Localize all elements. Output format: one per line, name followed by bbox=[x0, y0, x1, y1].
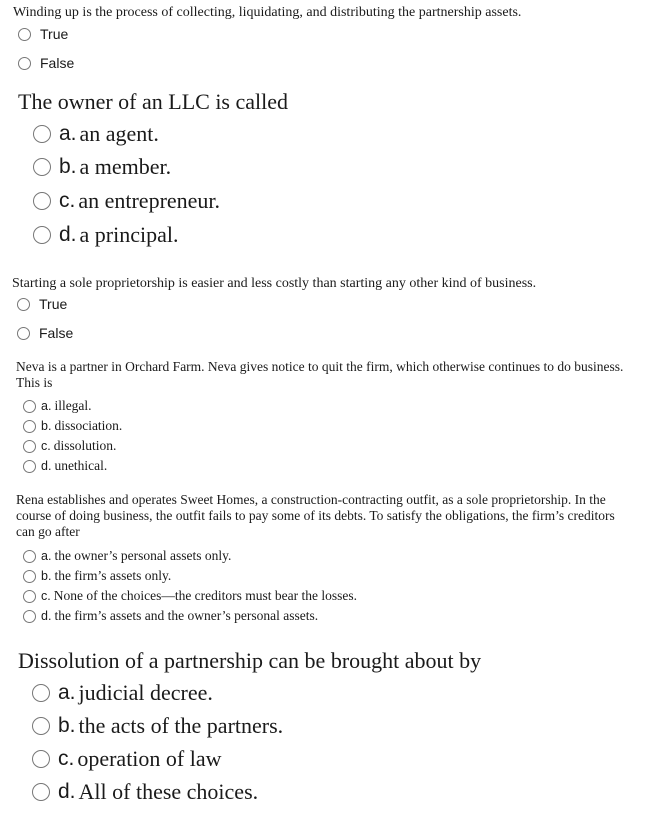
radio-button[interactable] bbox=[33, 226, 51, 244]
radio-button[interactable] bbox=[32, 750, 50, 768]
option-text: the owner’s personal assets only. bbox=[54, 548, 232, 563]
question-1-option-true[interactable] bbox=[18, 26, 68, 42]
question-6-option-d[interactable] bbox=[32, 779, 258, 805]
radio-button[interactable] bbox=[23, 460, 36, 473]
question-3-option-true[interactable] bbox=[17, 296, 67, 312]
question-5-option-a[interactable] bbox=[23, 548, 231, 564]
question-5-option-c[interactable] bbox=[23, 588, 357, 604]
option-letter: a. bbox=[59, 122, 77, 145]
radio-button[interactable] bbox=[18, 28, 31, 41]
radio-button[interactable] bbox=[23, 550, 36, 563]
question-1-option-false[interactable] bbox=[18, 55, 74, 71]
question-4-stem: Neva is a partner in Orchard Farm. Neva gives notice to quit the firm, which otherwise continues to do business. This is bbox=[16, 359, 624, 390]
option-text: dissociation. bbox=[54, 418, 123, 433]
option-letter: a. bbox=[41, 399, 52, 413]
option-letter: d. bbox=[58, 780, 76, 803]
option-label: False bbox=[40, 55, 75, 71]
radio-button[interactable] bbox=[32, 717, 50, 735]
option-letter: d. bbox=[59, 223, 77, 246]
radio-button[interactable] bbox=[23, 570, 36, 583]
radio-button[interactable] bbox=[33, 158, 51, 176]
radio-button[interactable] bbox=[33, 125, 51, 143]
question-6-option-a[interactable] bbox=[32, 680, 213, 706]
option-letter: c. bbox=[58, 747, 75, 770]
question-5-stem: Rena establishes and operates Sweet Homes, a construction-contracting outfit, as a sole proprietorship. In the course of doing business, the outfit fails to pay some of its debts. To satisfy the obligations, the firm’s creditors can go after bbox=[16, 492, 615, 539]
question-2-option-d[interactable] bbox=[33, 222, 178, 248]
radio-button[interactable] bbox=[32, 783, 50, 801]
option-text: operation of law bbox=[77, 746, 222, 771]
question-2-option-a[interactable] bbox=[33, 121, 159, 147]
question-4-option-a[interactable] bbox=[23, 398, 92, 414]
question-2-stem: The owner of an LLC is called bbox=[18, 89, 289, 114]
option-text: a principal. bbox=[79, 222, 179, 247]
option-text: None of the choices—the creditors must bear the losses. bbox=[53, 588, 358, 603]
option-text: dissolution. bbox=[53, 438, 117, 453]
option-text: an entrepreneur. bbox=[78, 188, 221, 213]
question-6-option-c[interactable] bbox=[32, 746, 222, 772]
option-label: True bbox=[40, 26, 69, 42]
option-letter: b. bbox=[59, 155, 77, 178]
question-2-option-c[interactable] bbox=[33, 188, 220, 214]
radio-button[interactable] bbox=[23, 610, 36, 623]
option-letter: c. bbox=[41, 589, 51, 603]
radio-button[interactable] bbox=[17, 327, 30, 340]
option-text: unethical. bbox=[54, 458, 108, 473]
radio-button[interactable] bbox=[18, 57, 31, 70]
radio-button[interactable] bbox=[23, 440, 36, 453]
option-text: the acts of the partners. bbox=[78, 713, 284, 738]
option-letter: c. bbox=[59, 189, 76, 212]
radio-button[interactable] bbox=[33, 192, 51, 210]
option-letter: a. bbox=[41, 549, 52, 563]
radio-button[interactable] bbox=[32, 684, 50, 702]
question-5-option-b[interactable] bbox=[23, 568, 171, 584]
question-2-option-b[interactable] bbox=[33, 154, 171, 180]
radio-button[interactable] bbox=[23, 400, 36, 413]
option-label: False bbox=[39, 325, 74, 341]
option-text: an agent. bbox=[79, 121, 159, 146]
question-4-option-b[interactable] bbox=[23, 418, 122, 434]
option-letter: d. bbox=[41, 459, 52, 473]
question-3-stem: Starting a sole proprietorship is easier and less costly than starting any other kind of business. bbox=[12, 276, 537, 291]
question-4-option-c[interactable] bbox=[23, 438, 116, 454]
option-text: the firm’s assets only. bbox=[54, 568, 172, 583]
question-6-option-b[interactable] bbox=[32, 713, 283, 739]
option-letter: b. bbox=[41, 419, 52, 433]
option-label: True bbox=[39, 296, 68, 312]
question-6-stem: Dissolution of a partnership can be brought about by bbox=[18, 648, 482, 673]
radio-button[interactable] bbox=[17, 298, 30, 311]
question-1-stem: Winding up is the process of collecting, liquidating, and distributing the partnership assets. bbox=[13, 5, 522, 20]
question-4-option-d[interactable] bbox=[23, 458, 107, 474]
option-letter: b. bbox=[58, 714, 76, 737]
option-letter: c. bbox=[41, 439, 51, 453]
option-letter: d. bbox=[41, 609, 52, 623]
option-text: the firm’s assets and the owner’s personal assets. bbox=[54, 608, 319, 623]
option-text: illegal. bbox=[54, 398, 92, 413]
option-text: All of these choices. bbox=[78, 779, 259, 804]
option-letter: a. bbox=[58, 681, 76, 704]
option-letter: b. bbox=[41, 569, 52, 583]
option-text: a member. bbox=[79, 154, 172, 179]
radio-button[interactable] bbox=[23, 420, 36, 433]
option-text: judicial decree. bbox=[78, 680, 213, 705]
question-3-option-false[interactable] bbox=[17, 325, 73, 341]
question-5-option-d[interactable] bbox=[23, 608, 318, 624]
radio-button[interactable] bbox=[23, 590, 36, 603]
